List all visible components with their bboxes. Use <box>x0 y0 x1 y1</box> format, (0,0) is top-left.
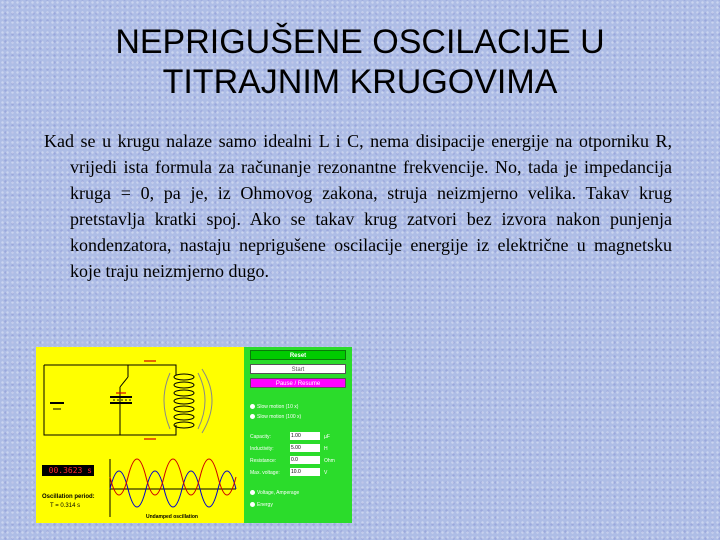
resistance-label: Resistance: <box>250 458 277 464</box>
oscillation-period-label: Oscillation period: <box>42 494 95 500</box>
lc-circuit-applet <box>36 347 352 523</box>
slow-motion-100-label: Slow motion (100 x) <box>257 414 302 420</box>
pause-resume-button[interactable]: Pause / Resume <box>250 378 346 388</box>
oscillation-period-value: T = 0.314 s <box>50 503 81 509</box>
title-line-2: TITRAJNIM KRUGOVIMA <box>162 63 558 101</box>
slow-motion-10-radio[interactable] <box>250 403 298 411</box>
max-voltage-unit: V <box>324 470 328 476</box>
inductivity-unit: H <box>324 446 328 452</box>
resistance-input[interactable]: 0.0 <box>290 456 320 464</box>
control-panel <box>244 347 352 523</box>
radio-dot-icon <box>250 502 255 507</box>
radio-dot-icon <box>250 490 255 495</box>
inductivity-label: Inductivity: <box>250 446 274 452</box>
slide-paragraph: Kad se u krugu nalaze samo idealni L i C, nema disipacije energije na otporniku R, vrijedi ista formula za računanje rezonantne frekvencije. No, tada je impedancija kruga = 0, pa je, iz Ohmovog zakona, struja neizmjerno velika. Takav krug pretstavlja kratki spoj. Ako se takav krug zatvori bez izvora nakon punjenja kondenzatora, nastaju neprigušene oscilacije energije iz električne u magnetsku koje traju neizmjerno dugo. <box>44 131 672 281</box>
reset-button[interactable]: Reset <box>250 350 346 360</box>
energy-option[interactable] <box>250 501 273 509</box>
elapsed-timer: 00.3623 s <box>42 465 94 476</box>
capacity-label: Capacity: <box>250 434 271 440</box>
capacity-input[interactable]: 1.00 <box>290 432 320 440</box>
max-voltage-label: Max. voltage: <box>250 470 280 476</box>
slow-motion-10-label: Slow motion (10 x) <box>257 404 299 410</box>
radio-dot-icon <box>250 414 255 419</box>
title-line-1: NEPRIGUŠENE OSCILACIJE U <box>115 23 605 61</box>
slide-title <box>40 22 680 102</box>
oscillation-caption: Undamped oscillation <box>146 514 198 520</box>
start-button[interactable]: Start <box>250 364 346 374</box>
resistance-unit: Ohm <box>324 458 335 464</box>
slow-motion-100-radio[interactable] <box>250 413 301 421</box>
max-voltage-input[interactable]: 10.0 <box>290 468 320 476</box>
inductivity-input[interactable]: 5.00 <box>290 444 320 452</box>
circuit-simulation <box>36 347 244 523</box>
energy-label: Energy <box>257 502 273 508</box>
radio-dot-icon <box>250 404 255 409</box>
voltage-amperage-label: Voltage, Amperage <box>257 490 300 496</box>
voltage-amperage-option[interactable] <box>250 489 299 497</box>
capacity-unit: µF <box>324 434 330 440</box>
